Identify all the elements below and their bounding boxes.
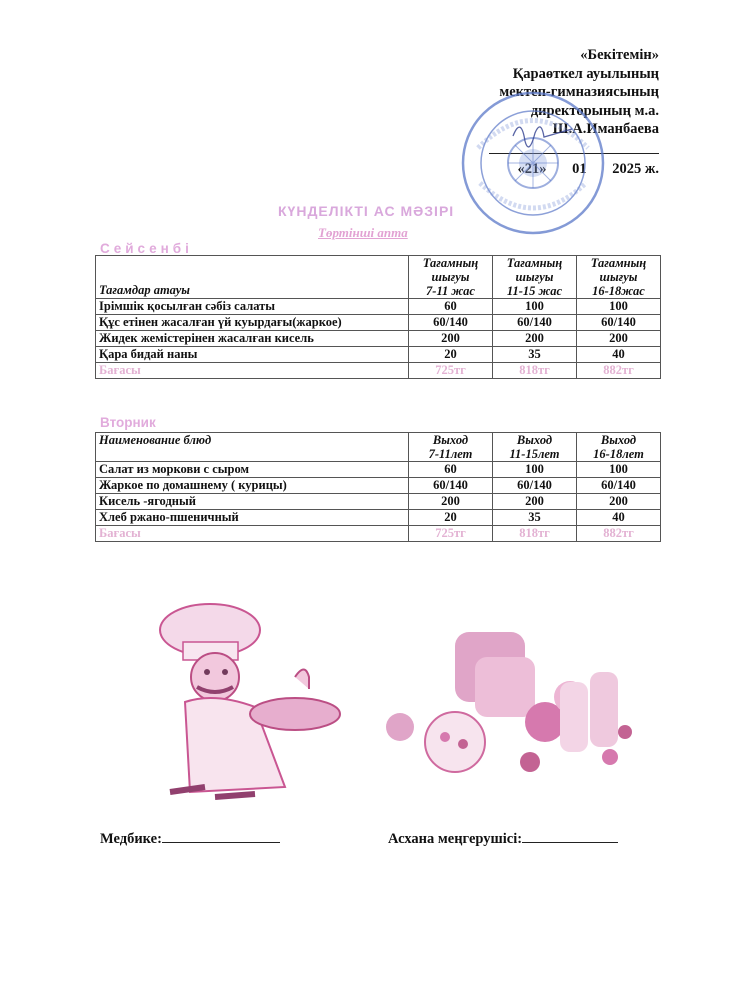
col-header-name: Тағамдар атауы (96, 256, 409, 299)
table-row: Кисель -ягодный 200 200 200 (96, 494, 661, 510)
official-stamp-icon (458, 88, 608, 238)
signature-line (162, 828, 280, 843)
col-header: Выход 11-15лет (493, 433, 577, 462)
col-header-name: Наименование блюд (96, 433, 409, 462)
table-row: Ірімшік қосылған сәбіз салаты 60 100 100 (96, 299, 661, 315)
food-illustration-icon (386, 632, 632, 772)
approval-line: «Бекітемін» (580, 47, 659, 63)
price-row: Бағасы 725тг 818тг 882тг (96, 363, 661, 379)
menu-table (95, 255, 661, 379)
table-header-row (96, 433, 661, 462)
menu-title: КҮНДЕЛІКТІ АС МӘЗІРІ (278, 203, 455, 219)
col-header: Выход 16-18лет (577, 433, 661, 462)
table-row: Құс етінен жасалған үй куырдағы(жаркое) 60/140 60/140 60/140 (96, 315, 661, 331)
chef-illustration-icon (160, 604, 340, 797)
table-row: Жаркое по домашнему ( курицы) 60/140 60/140 60/140 (96, 478, 661, 494)
approval-line: Қараөткел ауылының (512, 65, 659, 82)
date-day: «21» (517, 160, 547, 177)
price-row: Бағасы 725тг 818тг 882тг (96, 526, 661, 542)
signature-line (522, 828, 618, 843)
col-header: Тағамның шығуы 11-15 жас (493, 256, 577, 299)
approval-line: Ш.А.Иманбаева (552, 121, 659, 138)
day-heading: Сейсенбі (100, 241, 193, 256)
day-heading: Вторник (100, 415, 156, 430)
table-header-row (96, 256, 661, 299)
nurse-label: Медбике: (100, 831, 162, 847)
table-row: Салат из моркови с сыром 60 100 100 (96, 462, 661, 478)
nurse-signature (100, 828, 280, 848)
table-row: Жидек жемістерінен жасалған кисель 200 200 200 (96, 331, 661, 347)
kitchen-signature (388, 828, 618, 848)
date-year: 2025 ж. (612, 160, 659, 177)
col-header: Выход 7-11лет (409, 433, 493, 462)
approval-line: мектеп-гимназиясының (499, 84, 659, 101)
menu-subtitle: Төртінші апта (318, 225, 408, 240)
approval-line: директорының м.а. (530, 102, 659, 119)
menu-table (95, 432, 661, 542)
col-header: Тағамның шығуы 16-18жас (577, 256, 661, 299)
date-month: 01 (572, 160, 587, 177)
kitchen-label: Асхана меңгерушісі: (388, 831, 523, 847)
table-row: Хлеб ржано-пшеничный 20 35 40 (96, 510, 661, 526)
table-row: Қара бидай наны 20 35 40 (96, 347, 661, 363)
col-header: Тағамның шығуы 7-11 жас (409, 256, 493, 299)
decorative-illustration (145, 602, 665, 802)
